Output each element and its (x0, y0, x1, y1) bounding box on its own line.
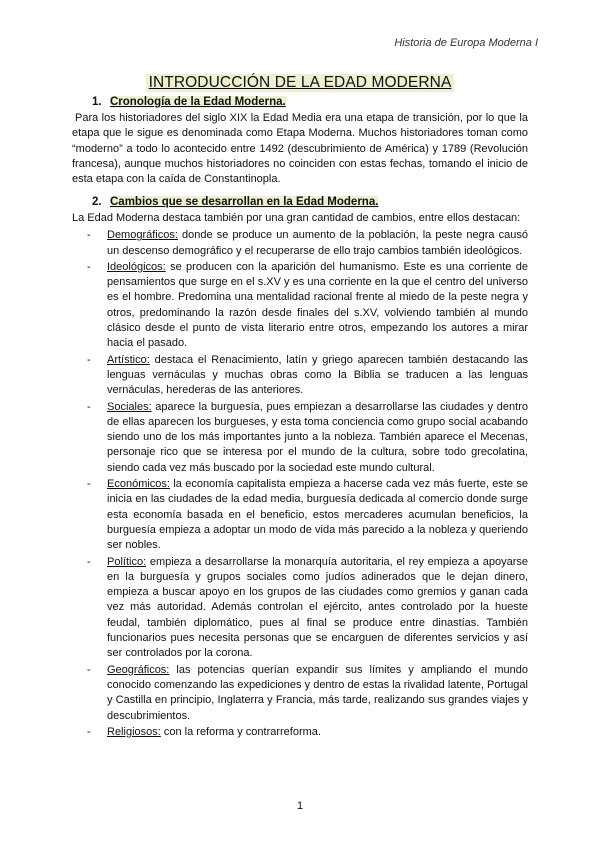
list-item-term: Económicos: (107, 478, 170, 491)
list-item-term: Político: (107, 555, 147, 568)
list-item-text: las potencias querían expandir sus límites y ampliando el mundo conocido comenzando las expediciones y dentro de estas la rivalidad latente, Portugal y Castilla en principio, Inglaterra y Francia, más tarde, realizando sus grandes viajes y descubrimientos. (107, 663, 528, 722)
list-item-term: Demográficos: (107, 229, 178, 242)
section-changes (72, 196, 528, 741)
list-item-term: Ideológicos: (107, 260, 166, 273)
list-item: - Político: empieza a desarrollarse la monarquía autoritaria, el rey empieza a apoyarse en la burguesía y grupos sociales como judíos adinerados que le dejan dinero, empieza a buscar apoyo en los grupos de las ciudades como gremios y ganan cada vez más autoridad. Además controlan el ejército, antes controlado por la hueste feudal, también diplomático, pues al final se produce entre dinastías. También funcionarios pues necesita personas que se encarguen de diferentes servicios y así ser controlados por la corona. (87, 555, 528, 660)
section-paragraph: Para los historiadores del siglo XIX la Edad Media era una etapa de transición, por lo que la etapa que le sigue es denominada como Etapa Moderna. Muchos historiadores toman como “moderno” a todo lo acontecido entre 1492 (descubrimiento de América) y 1789 (Revolución francesa), aunque muchos historiadores no coinciden con estas fechas, tomando el inicio de esta etapa con la caída de Constantinopla. (72, 112, 528, 186)
section-heading-text: Cronología de la Edad Moderna. (110, 96, 286, 108)
list-item: - Económicos: la economía capitalista empieza a hacerse cada vez más fuerte, este se inicia en las ciudades de la edad media, burguesía dedicada al comercio donde surge esta economía basada en el beneficio, estos mercaderes acumulan beneficios, la burguesía empieza a adoptar un modo de vida más parecido a la nobleza y queriendo ser nobles. (87, 478, 528, 552)
page-number: 1 (296, 800, 304, 812)
list-item-text: la economía capitalista empieza a hacerse cada vez más fuerte, este se inicia en las ciudades de la edad media, burguesía dedicada al comercio donde surge esta economía basada en el beneficio, estos mercaderes acumulan beneficios, la burguesía empieza a adoptar un modo de vida más parecido a la nobleza y queriendo ser nobles. (107, 478, 528, 552)
list-item-term: Religiosos: (107, 725, 161, 738)
section-heading-text: Cambios que se desarrollan en la Edad Moderna. (110, 196, 379, 208)
list-item: - Sociales: aparece la burguesía, pues empiezan a desarrollarse las ciudades y dentro de ellas aparecen los burgueses, y esta toma conciencia como grupo social acabando siendo uno de los más importantes junto a la nobleza. También aparece el Mecenas, personaje rico que se interesa por el mundo de la cultura, sobre todo grecolatina, siendo cada vez más buscado por la sociedad este mundo cultural. (87, 400, 528, 474)
list-item-term: Sociales: (107, 400, 152, 413)
changes-list (72, 228, 528, 740)
section-number: 1. (92, 96, 102, 108)
section-number: 2. (92, 196, 102, 208)
list-item-text: aparece la burguesía, pues empiezan a desarrollarse las ciudades y dentro de ellas aparecen los burgueses, y esta toma conciencia como grupo social acabando siendo uno de los más importantes junto a la nobleza. También aparece el Mecenas, personaje rico que se interesa por el mundo de la cultura, sobre todo grecolatina, siendo cada vez más buscado por la sociedad este mundo cultural. (107, 400, 528, 474)
list-item-text: se producen con la aparición del humanismo. Este es una corriente de pensamientos que surge en el s.XV y es una corriente en la que el centro del universo es el hombre. Predomina una mentalidad racional frente al miedo de la peste negra y otros, predominando la razón desde finales del s.XV, volviendo también al mundo clásico desde el punto de vista literario entre otros, empezando los autores a mirar hacia el pasado. (107, 260, 528, 350)
section-chronology (72, 96, 528, 187)
list-item: - Demográficos: donde se produce un aumento de la población, la peste negra causó un descenso demográfico y el recuperarse de ello trajo cambios también ideológicos. (87, 229, 528, 257)
list-item: - Ideológicos: se producen con la aparición del humanismo. Este es una corriente de pensamientos que surge en el s.XV y es una corriente en la que el centro del universo es el hombre. Predomina una mentalidad racional frente al miedo de la peste negra y otros, predominando la razón desde finales del s.XV, volviendo también al mundo clásico desde el punto de vista literario entre otros, empezando los autores a mirar hacia el pasado. (87, 260, 528, 350)
list-item-text: destaca el Renacimiento, latín y griego aparecen también destacando las lenguas vernáculas y muchas obras como la Biblia se traducen a las lenguas vernáculas, herederas de las anteriores. (107, 353, 528, 397)
list-item: - Geográficos: las potencias querían expandir sus límites y ampliando el mundo conocido comenzando las expediciones y dentro de estas la rivalidad latente, Portugal y Castilla en principio, Inglaterra y Francia, más tarde, realizando sus grandes viajes y descubrimientos. (87, 663, 528, 722)
section-heading (92, 96, 528, 108)
document-title: INTRODUCCIÓN DE LA EDAD MODERNA (146, 74, 455, 92)
section-heading (92, 196, 528, 208)
list-item-term: Geográficos: (107, 663, 170, 676)
list-item: - Artístico: destaca el Renacimiento, latín y griego aparecen también destacando las lenguas vernáculas y muchas obras como la Biblia se traducen a las lenguas vernáculas, herederas de las anteriores. (87, 353, 528, 397)
list-item: - Religiosos: con la reforma y contrarreforma. (87, 725, 321, 738)
list-item-text: donde se produce un aumento de la población, la peste negra causó un descenso demográfico y el recuperarse de ello trajo cambios también ideológicos. (107, 229, 528, 257)
list-item-term: Artístico: (107, 353, 150, 366)
title-container (0, 74, 600, 92)
running-header: Historia de Europa Moderna I (394, 37, 538, 49)
list-item-text: con la reforma y contrarreforma. (160, 725, 321, 738)
list-item-text: empieza a desarrollarse la monarquía autoritaria, el rey empieza a apoyarse en la burguesía y grupos sociales como judíos adinerados que le dejan dinero, empieza a buscar apoyo en los grupos de las ciudades como gremios y ganan cada vez más autoridad. Además controlan el ejército, antes controlado por la hueste feudal, también diplomático, pues al final se produce entre dinastías. También funcionarios pues necesita personas que se encarguen de diferentes servicios y así ser controlados por la corona. (107, 555, 528, 660)
section-intro: La Edad Moderna destaca también por una gran cantidad de cambios, entre ellos destacan: (72, 212, 521, 224)
